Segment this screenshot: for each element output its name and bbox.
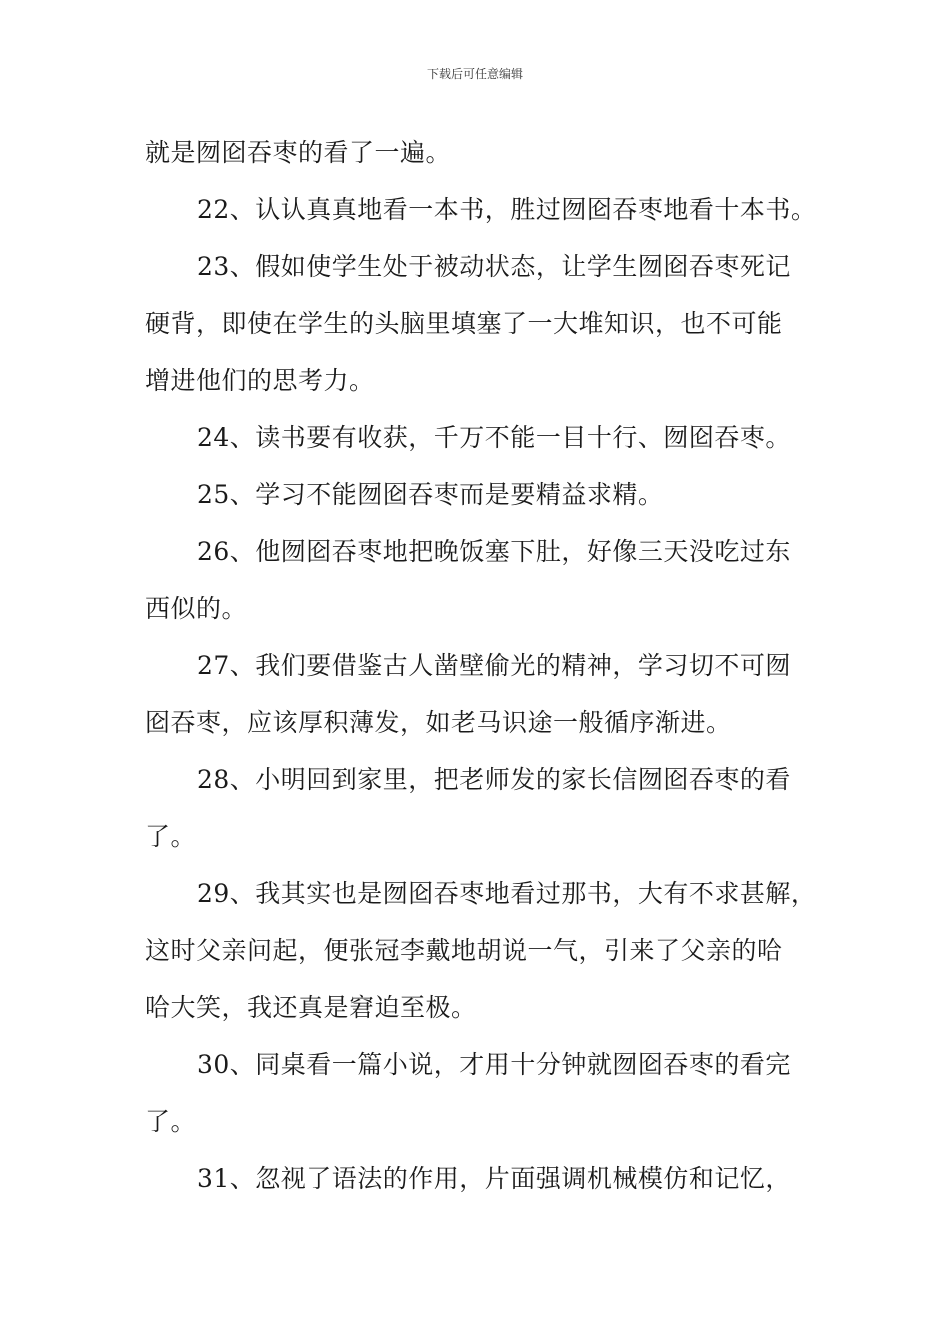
text-line: 这时父亲问起，便张冠李戴地胡说一气，引来了父亲的哈 bbox=[145, 936, 783, 965]
text-line: 囵吞枣，应该厚积薄发，如老马识途一般循序渐进。 bbox=[145, 708, 732, 737]
text-line: 30、同桌看一篇小说，才用十分钟就囫囵吞枣的看完 bbox=[197, 1050, 791, 1079]
text-line: 西似的。 bbox=[145, 594, 248, 623]
document-body bbox=[145, 124, 835, 1207]
text-line: 就是囫囵吞枣的看了一遍。 bbox=[145, 138, 452, 167]
text-line: 25、学习不能囫囵吞枣而是要精益求精。 bbox=[197, 480, 664, 509]
text-line: 增进他们的思考力。 bbox=[145, 366, 375, 395]
text-line: 26、他囫囵吞枣地把晚饭塞下肚，好像三天没吃过东 bbox=[197, 537, 791, 566]
page-header: 下载后可任意编辑 bbox=[426, 67, 523, 81]
text-line: 28、小明回到家里，把老师发的家长信囫囵吞枣的看 bbox=[197, 765, 791, 794]
text-line: 27、我们要借鉴古人凿壁偷光的精神，学习切不可囫 bbox=[197, 651, 791, 680]
text-line: 22、认认真真地看一本书，胜过囫囵吞枣地看十本书。 bbox=[197, 195, 817, 224]
text-line: 23、假如使学生处于被动状态，让学生囫囵吞枣死记 bbox=[197, 252, 791, 281]
text-line: 了。 bbox=[145, 1107, 197, 1136]
text-line: 哈大笑，我还真是窘迫至极。 bbox=[145, 993, 477, 1022]
text-line: 了。 bbox=[145, 822, 197, 851]
text-line: 29、我其实也是囫囵吞枣地看过那书，大有不求甚解， bbox=[197, 879, 817, 908]
text-line: 硬背，即使在学生的头脑里填塞了一大堆知识，也不可能 bbox=[145, 309, 783, 338]
text-line: 24、读书要有收获，千万不能一目十行、囫囵吞枣。 bbox=[197, 423, 791, 452]
text-line: 31、忽视了语法的作用，片面强调机械模仿和记忆， bbox=[197, 1164, 791, 1193]
